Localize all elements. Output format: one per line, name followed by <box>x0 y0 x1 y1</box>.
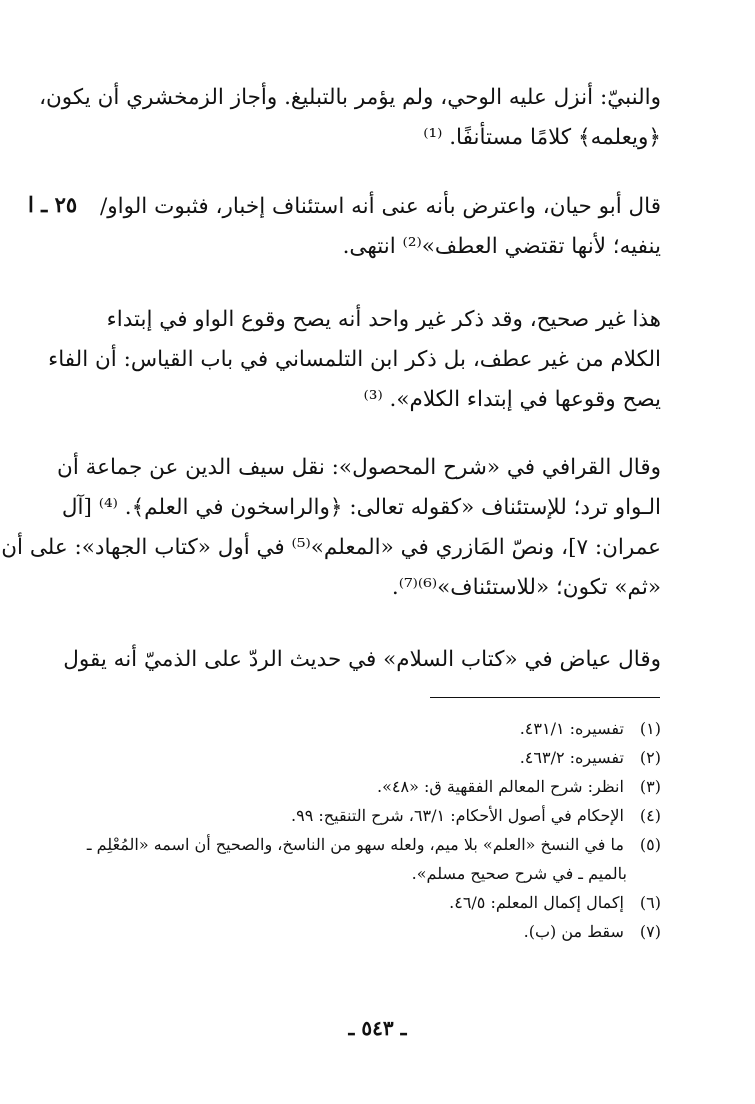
footnote-6 <box>41 888 661 917</box>
footnote-text: ما في النسخ «العلم» بلا ميم، ولعله سهو من الناسخ، والصحيح أن اسمه «المُعْلِم ـ <box>86 835 624 854</box>
text-line: «ثم» تكون؛ «للاستئناف»⁽⁶⁾⁽⁷⁾. <box>391 575 661 600</box>
text-line: والنبيّ: أنزل عليه الوحي، ولم يؤمر بالتبليغ. وأجاز الزمخشري أن يكون، <box>39 85 661 110</box>
margin-folio-note: ٢٥ ـ ا <box>28 192 78 217</box>
footnote-number: (٣) <box>639 777 661 796</box>
page-number: ـ ٥٤٣ ـ <box>348 1016 407 1040</box>
paragraph-3 <box>48 300 661 420</box>
footnote-2 <box>41 743 661 772</box>
footnote-separator <box>430 697 660 698</box>
footnote-text: الإحكام في أصول الأحكام: ٦٣/١، شرح التنقيح: ٩٩. <box>291 806 624 825</box>
footnote-text: سقط من (ب). <box>523 922 624 941</box>
footnote-5 <box>41 830 661 859</box>
footnote-4 <box>41 801 661 830</box>
text-line: هذا غير صحيح، وقد ذكر غير واحد أنه يصح وقوع الواو في إبتداء <box>106 307 661 332</box>
footnote-1 <box>41 714 661 743</box>
footnote-text: تفسيره: ٤٦٣/٢. <box>519 748 624 767</box>
footnote-text: إكمال إكمال المعلم: ٤٦/٥. <box>449 893 624 912</box>
text-line: الـواو ترد؛ للإستئناف «كقوله تعالى: ﴿والراسخون في العلم﴾. ⁽⁴⁾ [آل <box>61 495 661 520</box>
footnote-number: (٤) <box>639 806 661 825</box>
text-line: وقال القرافي في «شرح المحصول»: نقل سيف الدين عن جماعة أن <box>57 455 661 480</box>
paragraph-4 <box>1 448 661 608</box>
footnote-number: (٦) <box>639 893 661 912</box>
text-line: قال أبو حيان، واعترض بأنه عنى أنه استئناف إخبار، فثبوت الواو/ <box>100 194 661 219</box>
text-line: ﴿ويعلمه﴾ كلامًا مستأنفًا. ⁽¹⁾ <box>423 125 661 150</box>
footnote-5-continuation: بالميم ـ في شرح صحيح مسلم». <box>411 864 627 883</box>
footnote-7 <box>41 917 661 946</box>
footnote-3 <box>41 772 661 801</box>
text-line: ينفيه؛ لأنها تقتضي العطف»⁽²⁾ انتهى. <box>342 234 661 259</box>
paragraph-1 <box>39 78 661 158</box>
footnote-number: (٧) <box>639 922 661 941</box>
footnotes <box>41 714 661 946</box>
text-line: الكلام من غير عطف، بل ذكر ابن التلمساني في باب القياس: أن الفاء <box>48 347 661 372</box>
text-line: وقال عياض في «كتاب السلام» في حديث الردّ على الذميّ أنه يقول <box>63 647 661 672</box>
text-line: عمران: ٧]، ونصّ المَازري في «المعلم»⁽⁵⁾ في أول «كتاب الجهاد»: على أن <box>1 535 661 560</box>
footnote-text: تفسيره: ٤٣١/١. <box>519 719 624 738</box>
paragraph-2 <box>93 187 661 267</box>
footnote-text: انظر: شرح المعالم الفقهية ق: «٤٨». <box>377 777 624 796</box>
footnote-number: (٢) <box>639 748 661 767</box>
paragraph-5 <box>63 640 661 680</box>
text-line: يصح وقوعها في إبتداء الكلام». ⁽³⁾ <box>363 387 661 412</box>
footnote-number: (١) <box>639 719 661 738</box>
footnote-number: (٥) <box>639 835 661 854</box>
